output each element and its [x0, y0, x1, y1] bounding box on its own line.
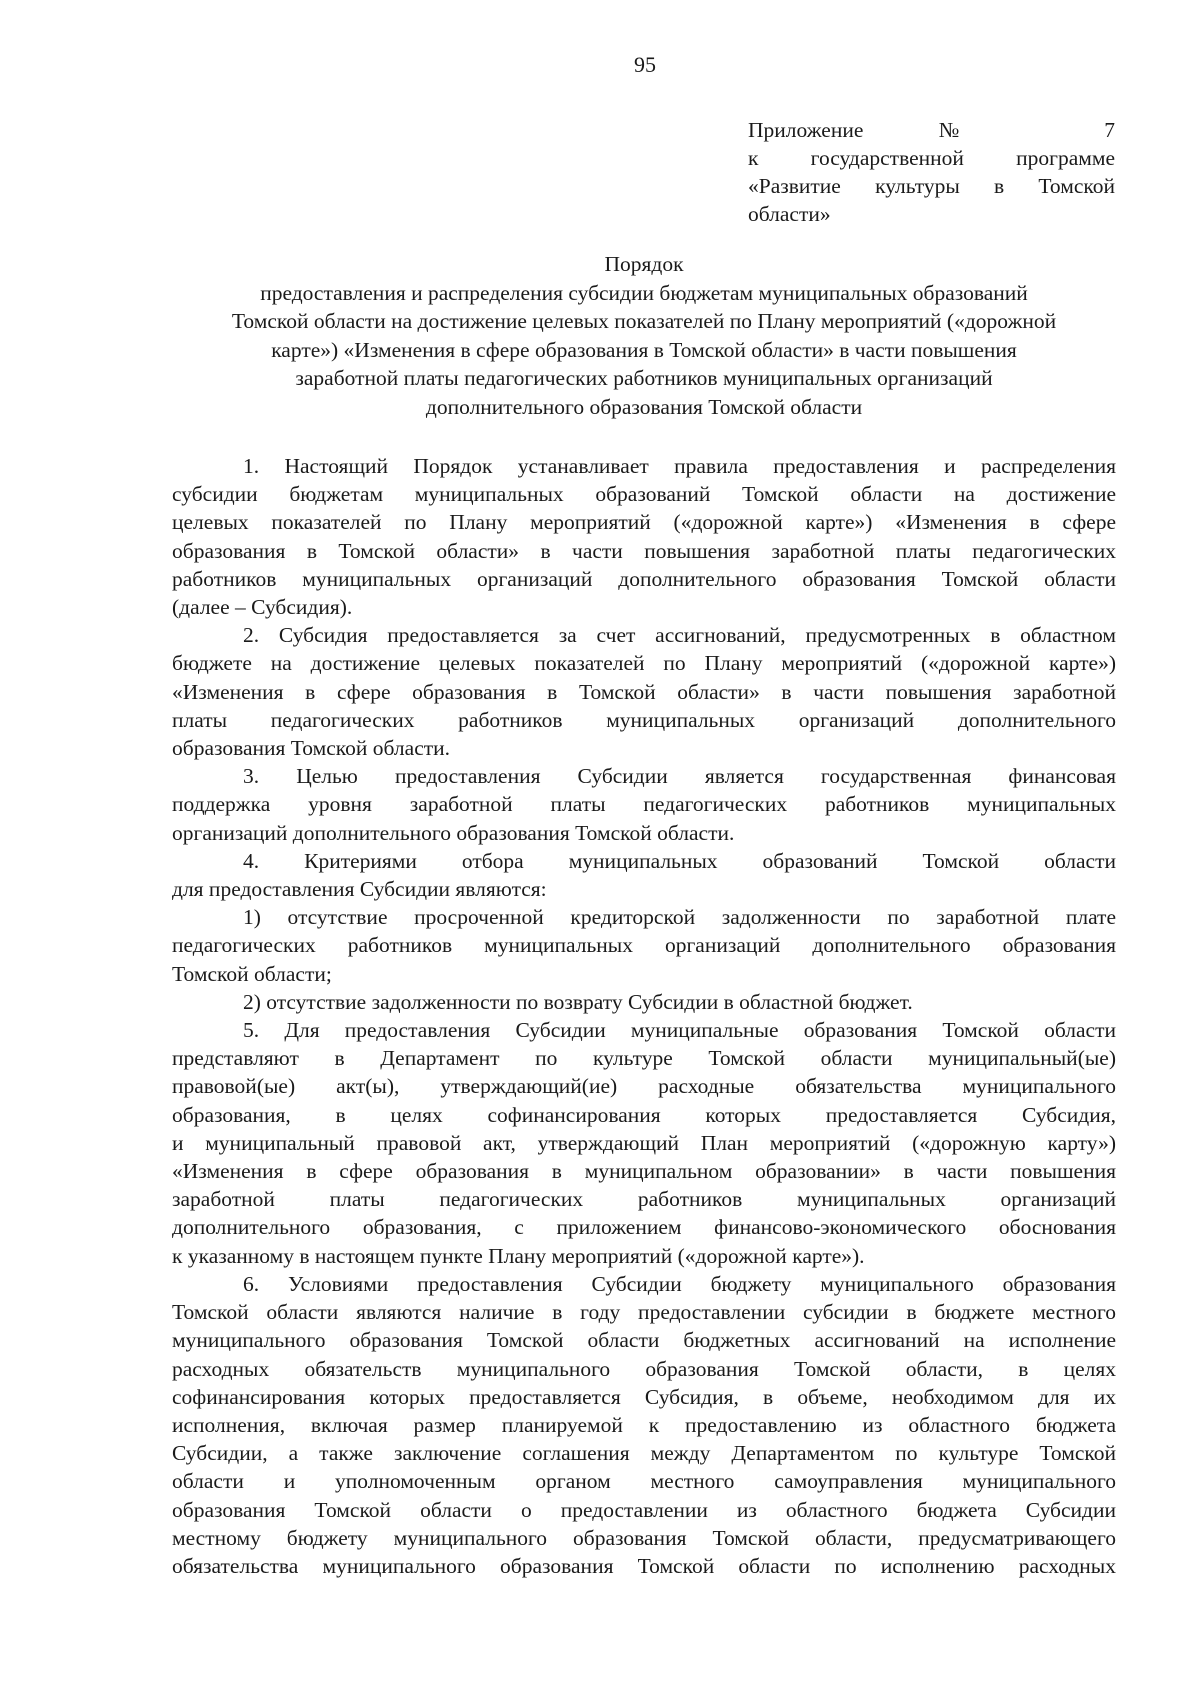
paragraph-line: 4. Критериями отбора муниципальных образований Томской области: [243, 848, 1116, 873]
paragraph-4-item-1: [172, 903, 1116, 988]
paragraph-line: дополнительного образования, с приложением финансово-экономического обоснования: [172, 1215, 1116, 1240]
paragraph-line: педагогических работников муниципальных организаций дополнительного образования: [172, 933, 1116, 958]
paragraph-line: обязательства муниципального образования Томской области по исполнению расходных: [172, 1553, 1116, 1578]
paragraph-line: «Изменения в сфере образования в муниципальном образовании» в части повышения: [172, 1159, 1116, 1184]
paragraph-line: 5. Для предоставления Субсидии муниципальные образования Томской области: [243, 1018, 1116, 1043]
paragraph-line: и муниципальный правовой акт, утверждающий План мероприятий («дорожную карту»): [172, 1130, 1116, 1155]
title-line: Томской области на достижение целевых показателей по Плану мероприятий («дорожной: [231, 309, 1057, 334]
appendix-line: к государственной программе: [748, 146, 1115, 170]
appendix-line: области»: [748, 202, 831, 226]
document-body: [172, 452, 1116, 1580]
paragraph-6: [172, 1270, 1116, 1580]
paragraph-line: правовой(ые) акт(ы), утверждающий(ие) расходные обязательства муниципального: [172, 1074, 1116, 1099]
paragraph-line: (далее – Субсидия).: [172, 595, 353, 620]
paragraph-line: заработной платы педагогических работников муниципальных организаций: [172, 1187, 1116, 1212]
paragraph-line: софинансирования которых предоставляется Субсидия, в объеме, необходимом для их: [172, 1384, 1116, 1409]
paragraph-5: [172, 1016, 1116, 1270]
paragraph-3: [172, 762, 1116, 847]
paragraph-line: субсидии бюджетам муниципальных образований Томской области на достижение: [172, 482, 1116, 507]
paragraph-line: организаций дополнительного образования Томской области.: [172, 820, 735, 845]
paragraph-line: работников муниципальных организаций дополнительного образования Томской области: [172, 566, 1116, 591]
title-main: Порядок: [604, 252, 684, 276]
title-line: дополнительного образования Томской области: [425, 394, 863, 419]
appendix-line: Приложение № 7: [748, 118, 1115, 142]
appendix-reference: [748, 116, 1115, 228]
paragraph-line: бюджете на достижение целевых показателей по Плану мероприятий («дорожной карте»): [172, 651, 1116, 676]
paragraph-line: 3. Целью предоставления Субсидии является государственная финансовая: [243, 764, 1116, 789]
paragraph-line: платы педагогических работников муниципальных организаций дополнительного: [172, 707, 1116, 732]
title-line: карте») «Изменения в сфере образования в Томской области» в части повышения: [271, 337, 1017, 362]
paragraph-line: исполнения, включая размер планируемой к предоставлению из областного бюджета: [172, 1412, 1116, 1437]
paragraph-line: представляют в Департамент по культуре Томской области муниципальный(ые): [172, 1046, 1116, 1071]
paragraph-line: целевых показателей по Плану мероприятий («дорожной карте») «Изменения в сфере: [172, 510, 1116, 535]
paragraph-line: области и уполномоченным органом местного самоуправления муниципального: [172, 1469, 1116, 1494]
paragraph-line: Субсидии, а также заключение соглашения между Департаментом по культуре Томской: [172, 1441, 1116, 1466]
paragraph-line: местному бюджету муниципального образования Томской области, предусматривающего: [172, 1525, 1116, 1550]
paragraph-line: образования Томской области о предоставлении из областного бюджета Субсидии: [172, 1497, 1116, 1522]
title-line: предоставления и распределения субсидии бюджетам муниципальных образований: [260, 280, 1028, 305]
paragraph-line: Томской области;: [172, 961, 332, 986]
paragraph-line: для предоставления Субсидии являются:: [172, 877, 547, 902]
paragraph-line: расходных обязательств муниципального образования Томской области, в целях: [172, 1356, 1116, 1381]
paragraph-4: [172, 847, 1116, 903]
paragraph-line: образования в Томской области» в части повышения заработной платы педагогических: [172, 538, 1116, 563]
paragraph-line: «Изменения в сфере образования в Томской области» в части повышения заработной: [172, 679, 1116, 704]
paragraph-line: Томской области являются наличие в году предоставлении субсидии в бюджете местного: [172, 1300, 1116, 1325]
paragraph-line: 2) отсутствие задолженности по возврату Субсидии в областной бюджет.: [243, 989, 913, 1014]
paragraph-line: 6. Условиями предоставления Субсидии бюджету муниципального образования: [243, 1271, 1116, 1296]
appendix-line: «Развитие культуры в Томской: [748, 174, 1115, 198]
title-line: заработной платы педагогических работников муниципальных организаций: [295, 366, 993, 391]
document-title: [172, 250, 1116, 422]
paragraph-1: [172, 452, 1116, 621]
paragraph-line: 1) отсутствие просроченной кредиторской задолженности по заработной плате: [243, 905, 1116, 930]
paragraph-line: 1. Настоящий Порядок устанавливает правила предоставления и распределения: [243, 454, 1116, 478]
paragraph-line: образования Томской области.: [172, 736, 451, 761]
paragraph-line: к указанному в настоящем пункте Плану мероприятий («дорожной карте»).: [172, 1243, 865, 1268]
paragraph-line: поддержка уровня заработной платы педагогических работников муниципальных: [172, 792, 1116, 817]
page-number: 95: [634, 52, 656, 77]
paragraph-line: муниципального образования Томской области бюджетных ассигнований на исполнение: [172, 1328, 1116, 1353]
paragraph-line: образования, в целях софинансирования которых предоставляется Субсидия,: [172, 1102, 1116, 1127]
paragraph-2: [172, 621, 1116, 762]
paragraph-line: 2. Субсидия предоставляется за счет ассигнований, предусмотренных в областном: [243, 623, 1116, 648]
paragraph-4-item-2: [172, 988, 1116, 1016]
